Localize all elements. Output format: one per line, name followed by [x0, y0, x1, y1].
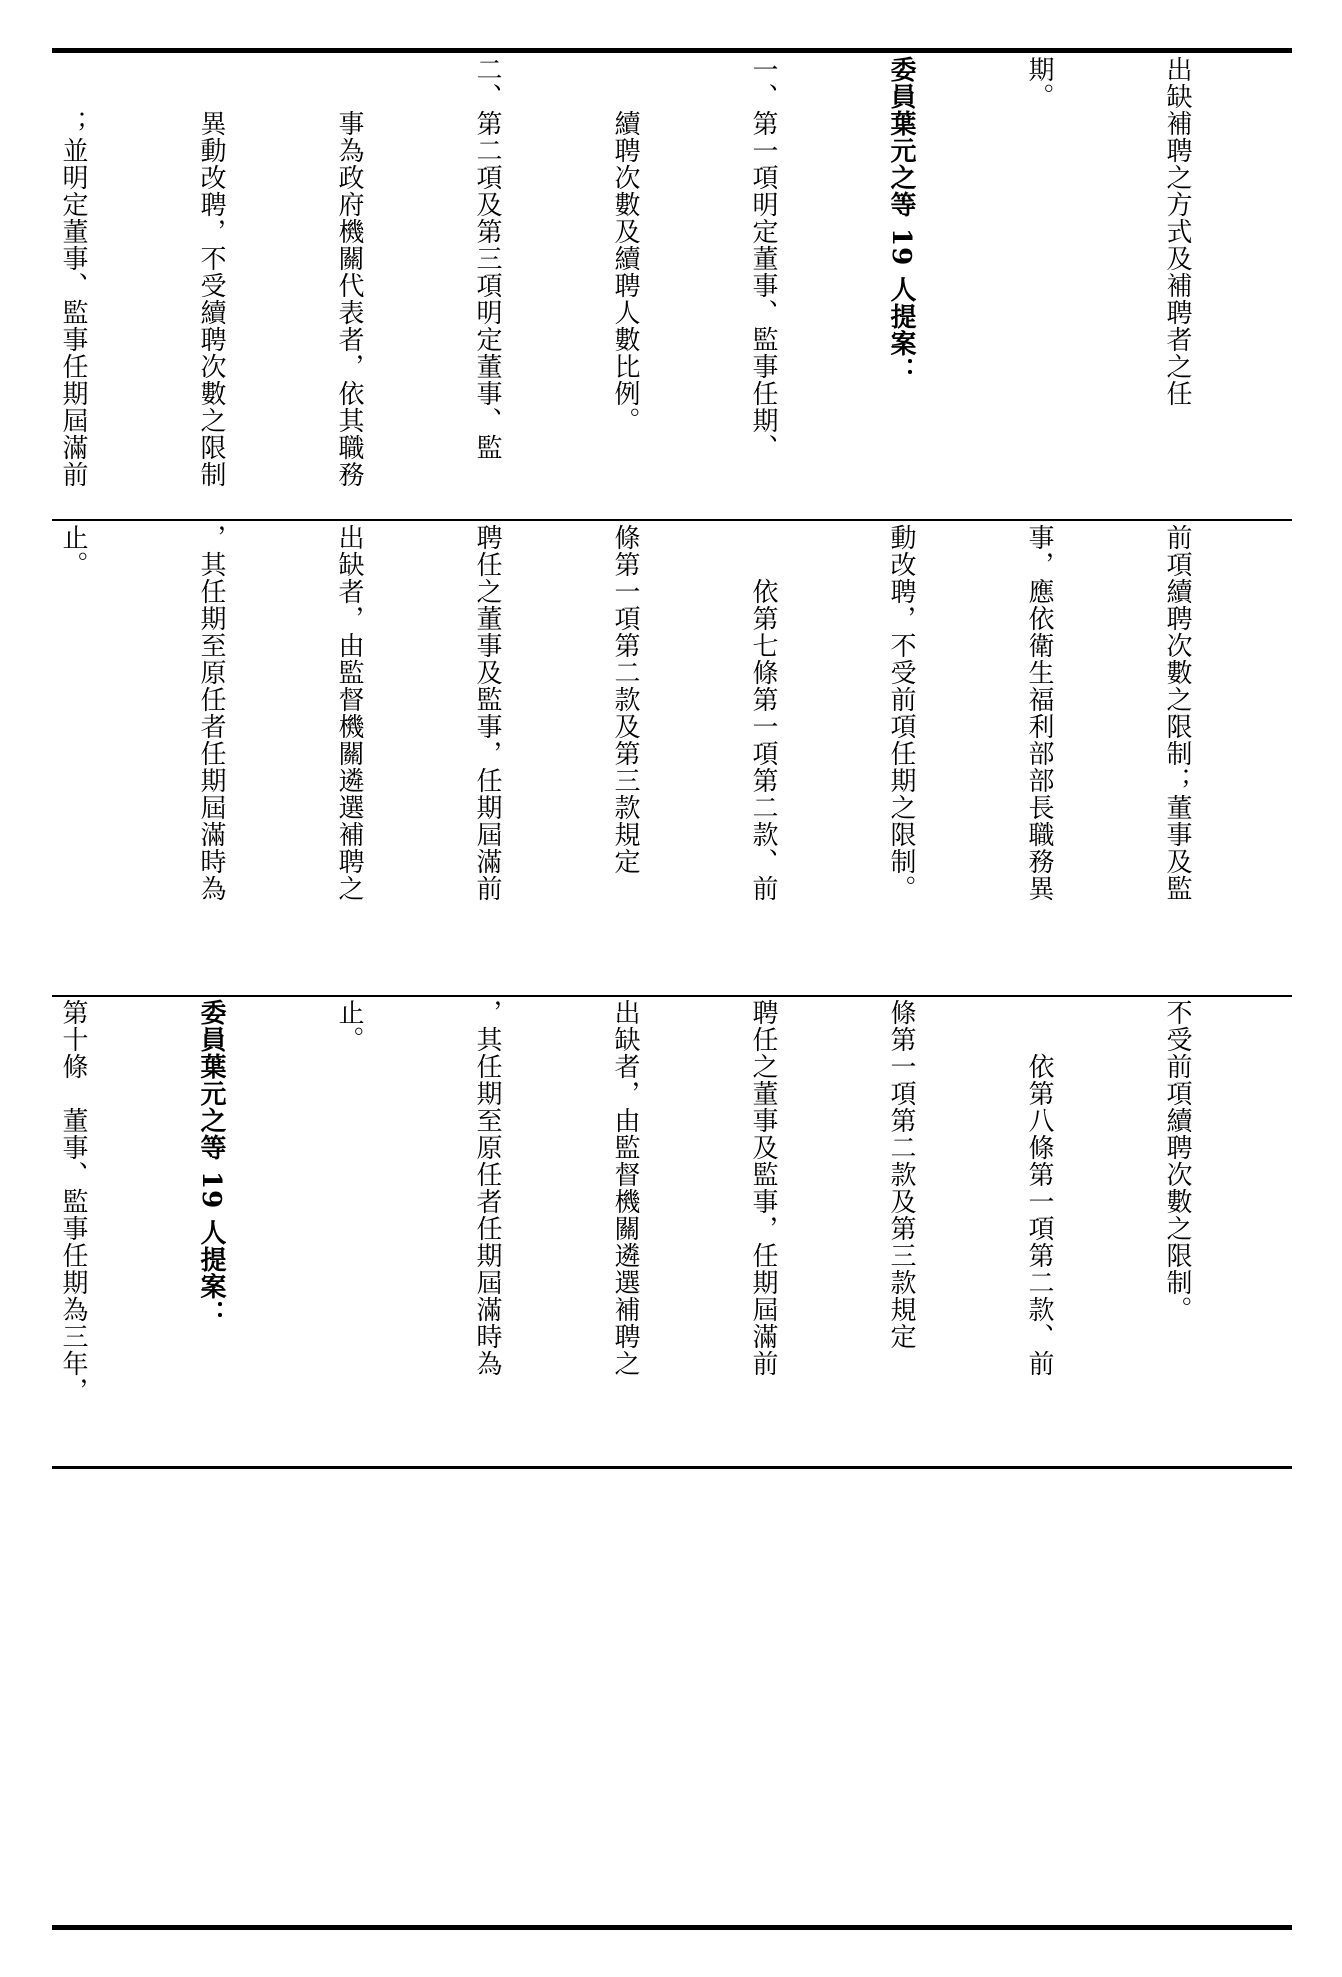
line: 期。 [1024, 56, 1054, 110]
line: ，其任期至原任者任期屆滿時為 [196, 524, 226, 902]
line: 第十條 董事、監事任期為三年， [58, 999, 88, 1404]
line: ，其任期至原任者任期屆滿時為 [472, 999, 502, 1377]
content-bottom-rule [52, 1466, 1292, 1469]
line: 事，應依衛生福利部部長職務異 [1024, 524, 1054, 902]
text-column-3 [52, 999, 1292, 1463]
line: ；並明定董事、監事任期屆滿前 [58, 56, 88, 488]
line: 出缺補聘之方式及補聘者之任 [1162, 56, 1192, 407]
line: 止。 [58, 524, 88, 578]
line: 不受前項續聘次數之限制。 [1162, 999, 1192, 1323]
line: 續聘次數及續聘人數比例。 [610, 56, 640, 434]
column-band-3 [52, 999, 1292, 1463]
band-separator-2 [52, 995, 1292, 997]
line: 止。 [334, 999, 364, 1053]
line: 依第八條第一項第二款、前 [1024, 999, 1054, 1377]
line: 聘任之董事及監事，任期屆滿前 [472, 524, 502, 902]
line: 依第七條第一項第二款、前 [748, 524, 778, 902]
line: 二、第二項及第三項明定董事、監 [472, 56, 502, 461]
band-separator-1 [52, 519, 1292, 521]
column-band-1 [52, 56, 1292, 516]
line: 出缺者，由監督機關遴選補聘之 [610, 999, 640, 1377]
line: 前項續聘次數之限制；董事及監 [1162, 524, 1192, 902]
line: 條第一項第二款及第三款規定 [610, 524, 640, 875]
bottom-rule [52, 1925, 1292, 1930]
column-band-2 [52, 524, 1292, 992]
proposal-heading: 委員葉元之等 19 人提案： [886, 56, 916, 385]
line: 一、第一項明定董事、監事任期、 [748, 56, 778, 461]
line: 異動改聘，不受續聘次數之限制 [196, 56, 226, 488]
text-column-2 [52, 524, 1292, 992]
line: 出缺者，由監督機關遴選補聘之 [334, 524, 364, 902]
line: 條第一項第二款及第三款規定 [886, 999, 916, 1350]
line: 聘任之董事及監事，任期屆滿前 [748, 999, 778, 1377]
text-column-1 [52, 56, 1292, 516]
top-rule [52, 48, 1292, 53]
line: 動改聘，不受前項任期之限制。 [886, 524, 916, 902]
line: 事為政府機關代表者，依其職務 [334, 56, 364, 488]
proposal-heading: 委員葉元之等 19 人提案： [196, 999, 226, 1328]
